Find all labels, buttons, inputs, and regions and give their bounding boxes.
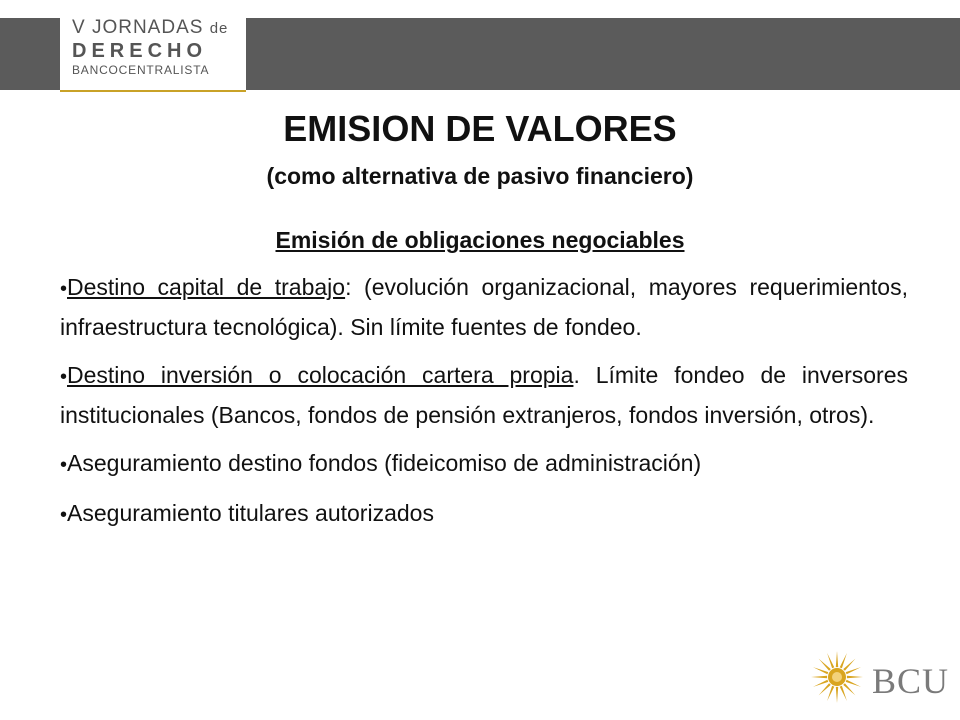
bullet-underlined-text: Destino capital de trabajo: [67, 274, 346, 300]
bullet-item: [60, 268, 908, 346]
logo-line-2: DERECHO: [72, 40, 208, 62]
logo-line-1: [72, 18, 246, 39]
bullet-text: . Límite fondeo de inversores institucionales (Bancos, fondos de pensión extranjeros, fondos inversión, otros).: [60, 362, 909, 428]
slide-title: EMISION DE VALORES: [283, 108, 677, 149]
sun-ray: [819, 683, 831, 695]
section-title: Emisión de obligaciones negociables: [275, 227, 685, 253]
sun-ray: [840, 686, 847, 701]
sun-ray: [836, 651, 838, 667]
logo-line-1-main: V JORNADAS: [72, 17, 204, 38]
sun-ray: [843, 659, 855, 671]
sun-ray: [840, 653, 847, 668]
sun-ray: [827, 686, 834, 701]
sun-ray: [813, 680, 828, 687]
sun-ray: [846, 667, 861, 674]
slide-subtitle: (como alternativa de pasivo financiero): [266, 163, 694, 189]
bullet-underlined-text: Destino inversión o colocación cartera propia: [67, 362, 574, 388]
logo-line-3: BANCOCENTRALISTA: [72, 63, 210, 77]
bullet-marker: •: [60, 366, 68, 388]
sun-ray: [813, 667, 828, 674]
bullet-item: [60, 444, 908, 484]
bcu-wordmark: BCU: [872, 661, 950, 701]
sun-ray: [819, 659, 831, 671]
bullet-item: [60, 356, 908, 434]
sun-ray: [846, 680, 861, 687]
sun-emblem-icon: [810, 650, 864, 704]
bullet-marker: •: [60, 278, 68, 300]
sun-ray: [827, 653, 834, 668]
bullet-text: : (evolución organizacional, mayores requerimientos, infraestructura tecnológica). Sin límite fuentes de fondeo.: [60, 274, 908, 340]
bcu-logo: [810, 650, 950, 710]
logo-line-1-de: de: [209, 20, 229, 37]
bullet-marker: •: [60, 454, 68, 476]
sun-ray: [843, 683, 855, 695]
jornadas-logo: [60, 0, 246, 92]
bullet-item: [60, 494, 908, 534]
bullet-list: [60, 268, 908, 544]
sun-ray: [811, 676, 827, 678]
bullet-marker: •: [60, 504, 68, 526]
bullet-text: Aseguramiento destino fondos (fideicomiso de administración): [67, 450, 702, 476]
bullet-text: Aseguramiento titulares autorizados: [67, 500, 434, 526]
sun-ray: [836, 687, 838, 703]
sun-ray: [847, 676, 863, 678]
